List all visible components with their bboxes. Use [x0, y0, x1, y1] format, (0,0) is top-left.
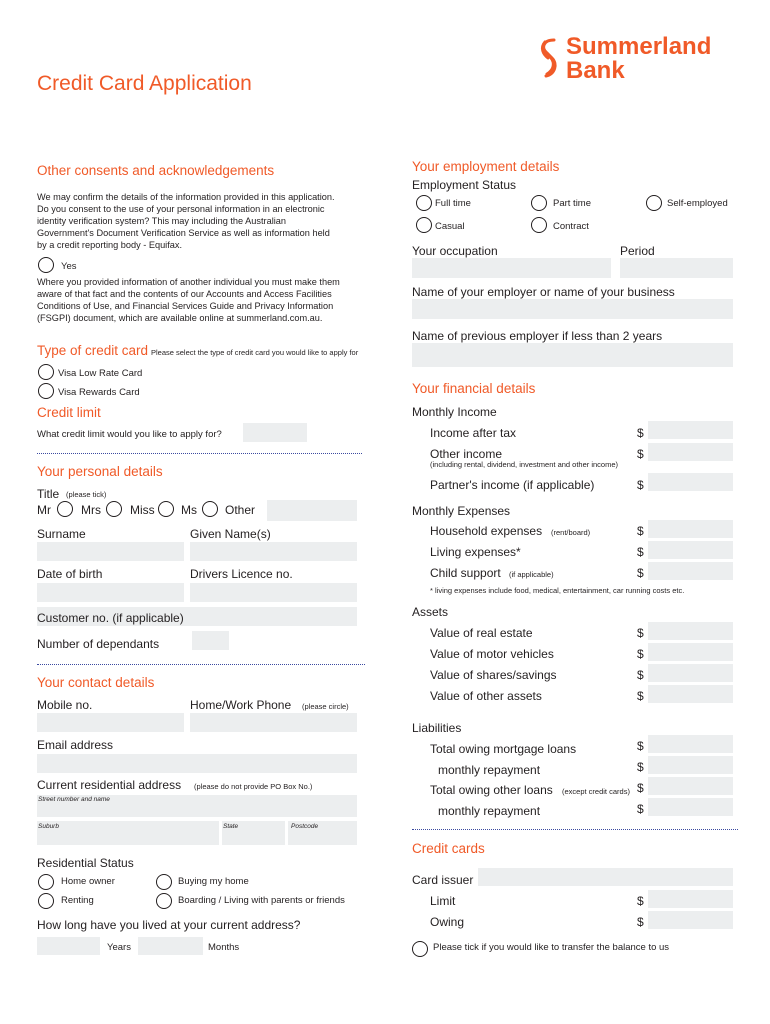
living-input[interactable]	[648, 541, 733, 559]
limit-input[interactable]	[648, 890, 733, 908]
given-name-label: Given Name(s)	[190, 527, 271, 541]
other-label: Other	[225, 503, 256, 517]
self-employed-radio[interactable]	[646, 195, 662, 211]
part-time-label: Part time	[553, 198, 592, 209]
other-loans-repayment-input[interactable]	[648, 798, 733, 816]
owing-input[interactable]	[648, 911, 733, 929]
title-note: (please tick)	[66, 490, 107, 499]
household-input[interactable]	[648, 520, 733, 538]
mortgage-currency: $	[637, 739, 644, 753]
consents-paragraph-2: Where you provided information of another individual you must make them aware of that fact and the contents of our Accounts and Access Facilities Conditions of Use, and Financial Services Guide and Privacy Information (FSGPI) document, which are available online at summerland.com.au.	[37, 277, 340, 323]
child-support-input[interactable]	[648, 562, 733, 580]
phone-label: Home/Work Phone	[190, 698, 292, 712]
phone-note: (please circle)	[302, 702, 349, 711]
other-assets-currency: $	[637, 689, 644, 703]
consent-yes-label: Yes	[61, 261, 77, 272]
ms-label: Ms	[181, 503, 197, 517]
months-input[interactable]	[138, 937, 203, 955]
real-estate-input[interactable]	[648, 622, 733, 640]
transfer-balance-checkbox[interactable]	[412, 941, 428, 957]
credit-limit-heading: Credit limit	[37, 405, 101, 420]
renting-radio[interactable]	[38, 893, 54, 909]
full-time-label: Full time	[435, 198, 471, 209]
partner-income-input[interactable]	[648, 473, 733, 491]
phone-input[interactable]	[190, 713, 357, 732]
contract-radio[interactable]	[531, 217, 547, 233]
period-label: Period	[620, 244, 655, 258]
brand-line2: Bank	[566, 57, 625, 84]
given-name-input[interactable]	[190, 542, 357, 561]
residential-status-label: Residential Status	[37, 856, 134, 870]
years-label: Years	[107, 942, 131, 953]
visa-rewards-radio[interactable]	[38, 383, 54, 399]
assets-label: Assets	[412, 605, 449, 619]
dependants-input[interactable]	[192, 631, 229, 650]
owing-currency: $	[637, 915, 644, 929]
household-label: Household expenses	[430, 524, 543, 538]
page-title: Credit Card Application	[37, 72, 252, 95]
street-label: Street number and name	[38, 796, 110, 803]
email-label: Email address	[37, 738, 114, 752]
transfer-balance-label: Please tick if you would like to transfer the balance to us	[433, 942, 670, 953]
credit-cards-heading: Credit cards	[412, 841, 485, 856]
part-time-radio[interactable]	[531, 195, 547, 211]
mortgage-label: Total owing mortgage loans	[430, 742, 577, 756]
employment-heading: Your employment details	[412, 159, 560, 174]
limit-currency: $	[637, 894, 644, 908]
buying-radio[interactable]	[156, 874, 172, 890]
partner-income-label: Partner's income (if applicable)	[430, 478, 595, 492]
employer-label: Name of your employer or name of your business	[412, 285, 675, 299]
consents-paragraph-1: We may confirm the details of the information provided in this application. Do you consent to the use of your personal information in an electronic identity verification system? This may including the Australian Government's Document Verification Service as well as information held by a credit reporting body - Equifax.	[37, 192, 335, 250]
occupation-label: Your occupation	[412, 244, 498, 258]
contract-label: Contract	[553, 221, 589, 232]
boarding-radio[interactable]	[156, 893, 172, 909]
dob-input[interactable]	[37, 583, 184, 602]
consents-heading: Other consents and acknowledgements	[37, 163, 275, 178]
miss-radio[interactable]	[158, 501, 174, 517]
mrs-label: Mrs	[81, 503, 101, 517]
full-time-radio[interactable]	[416, 195, 432, 211]
monthly-income-label: Monthly Income	[412, 405, 497, 419]
shares-label: Value of shares/savings	[430, 668, 557, 682]
shares-currency: $	[637, 668, 644, 682]
buying-label: Buying my home	[178, 876, 249, 887]
household-note: (rent/board)	[551, 528, 591, 537]
casual-radio[interactable]	[416, 217, 432, 233]
card-issuer-input[interactable]	[478, 868, 733, 886]
employment-status-label: Employment Status	[412, 178, 517, 192]
how-long-label: How long have you lived at your current address?	[37, 918, 301, 932]
mobile-label: Mobile no.	[37, 698, 93, 712]
other-income-note: (including rental, dividend, investment and other income)	[430, 460, 619, 469]
visa-low-rate-label: Visa Low Rate Card	[58, 368, 143, 379]
mobile-input[interactable]	[37, 713, 184, 732]
consent-yes-radio[interactable]	[38, 257, 54, 273]
other-loans-note: (except credit cards)	[562, 787, 630, 796]
living-currency: $	[637, 545, 644, 559]
other-loans-label: Total owing other loans	[430, 783, 553, 797]
card-type-heading: Type of credit card	[37, 343, 149, 358]
boarding-label: Boarding / Living with parents or friends	[178, 895, 345, 906]
real-estate-currency: $	[637, 626, 644, 640]
monthly-expenses-label: Monthly Expenses	[412, 504, 511, 518]
surname-label: Surname	[37, 527, 86, 541]
credit-limit-question: What credit limit would you like to apply for?	[37, 429, 222, 440]
mortgage-repayment-input[interactable]	[648, 756, 733, 774]
previous-employer-label: Name of previous employer if less than 2 years	[412, 329, 663, 343]
title-label: Title	[37, 487, 60, 501]
mr-radio[interactable]	[57, 501, 73, 517]
ms-radio[interactable]	[202, 501, 218, 517]
summerland-logo-icon	[537, 36, 561, 82]
other-loans-currency: $	[637, 781, 644, 795]
miss-label: Miss	[130, 503, 155, 517]
previous-employer-input[interactable]	[412, 343, 733, 367]
mrs-radio[interactable]	[106, 501, 122, 517]
address-label: Current residential address	[37, 778, 182, 792]
licence-input[interactable]	[190, 583, 357, 602]
child-support-currency: $	[637, 566, 644, 580]
other-title-input[interactable]	[267, 500, 357, 521]
child-support-note: (if applicable)	[509, 570, 554, 579]
postcode-label: Postcode	[291, 823, 319, 830]
card-issuer-label: Card issuer	[412, 873, 474, 887]
other-income-currency: $	[637, 447, 644, 461]
mr-label: Mr	[37, 503, 51, 517]
divider	[37, 664, 365, 665]
other-loans-repayment-currency: $	[637, 802, 644, 816]
after-tax-currency: $	[637, 426, 644, 440]
address-note: (please do not provide PO Box No.)	[194, 782, 313, 791]
living-label: Living expenses*	[430, 545, 521, 559]
employer-input[interactable]	[412, 299, 733, 319]
years-input[interactable]	[37, 937, 100, 955]
dependants-label: Number of dependants	[37, 637, 160, 651]
household-currency: $	[637, 524, 644, 538]
renting-label: Renting	[61, 895, 94, 906]
casual-label: Casual	[435, 221, 465, 232]
financial-heading: Your financial details	[412, 381, 536, 396]
other-loans-input[interactable]	[648, 777, 733, 795]
visa-rewards-label: Visa Rewards Card	[58, 387, 140, 398]
mortgage-input[interactable]	[648, 735, 733, 753]
divider	[37, 453, 362, 454]
mortgage-repayment-currency: $	[637, 760, 644, 774]
other-assets-label: Value of other assets	[430, 689, 542, 703]
email-input[interactable]	[37, 754, 357, 773]
state-label: State	[223, 823, 239, 830]
after-tax-input[interactable]	[648, 421, 733, 439]
owing-label: Owing	[430, 915, 465, 929]
brand-line1: Summerland	[566, 33, 712, 60]
suburb-label: Suburb	[38, 823, 59, 830]
occupation-input[interactable]	[412, 258, 611, 278]
divider	[412, 829, 738, 830]
partner-income-currency: $	[637, 478, 644, 492]
liabilities-label: Liabilities	[412, 721, 462, 735]
licence-label: Drivers Licence no.	[190, 567, 293, 581]
child-support-label: Child support	[430, 566, 501, 580]
vehicles-input[interactable]	[648, 643, 733, 661]
dob-label: Date of birth	[37, 567, 103, 581]
period-input[interactable]	[620, 258, 733, 278]
limit-label: Limit	[430, 894, 456, 908]
vehicles-currency: $	[637, 647, 644, 661]
visa-low-rate-radio[interactable]	[38, 364, 54, 380]
months-label: Months	[208, 942, 240, 953]
surname-input[interactable]	[37, 542, 184, 561]
after-tax-label: Income after tax	[430, 426, 517, 440]
other-assets-input[interactable]	[648, 685, 733, 703]
personal-heading: Your personal details	[37, 464, 163, 479]
card-type-note: Please select the type of credit card you would like to apply for	[151, 348, 359, 357]
real-estate-label: Value of real estate	[430, 626, 533, 640]
home-owner-label: Home owner	[61, 876, 115, 887]
contact-heading: Your contact details	[37, 675, 155, 690]
living-expenses-note: * living expenses include food, medical, entertainment, car running costs etc.	[430, 586, 685, 595]
mortgage-repayment-label: monthly repayment	[438, 763, 541, 777]
customer-no-label: Customer no. (if applicable)	[37, 611, 184, 625]
other-income-label: Other income	[430, 447, 503, 461]
other-income-input[interactable]	[648, 443, 733, 461]
other-loans-repayment-label: monthly repayment	[438, 804, 541, 818]
self-employed-label: Self-employed	[667, 198, 728, 209]
home-owner-radio[interactable]	[38, 874, 54, 890]
shares-input[interactable]	[648, 664, 733, 682]
suburb-input[interactable]	[37, 821, 219, 845]
credit-limit-input[interactable]	[243, 423, 307, 442]
vehicles-label: Value of motor vehicles	[430, 647, 554, 661]
